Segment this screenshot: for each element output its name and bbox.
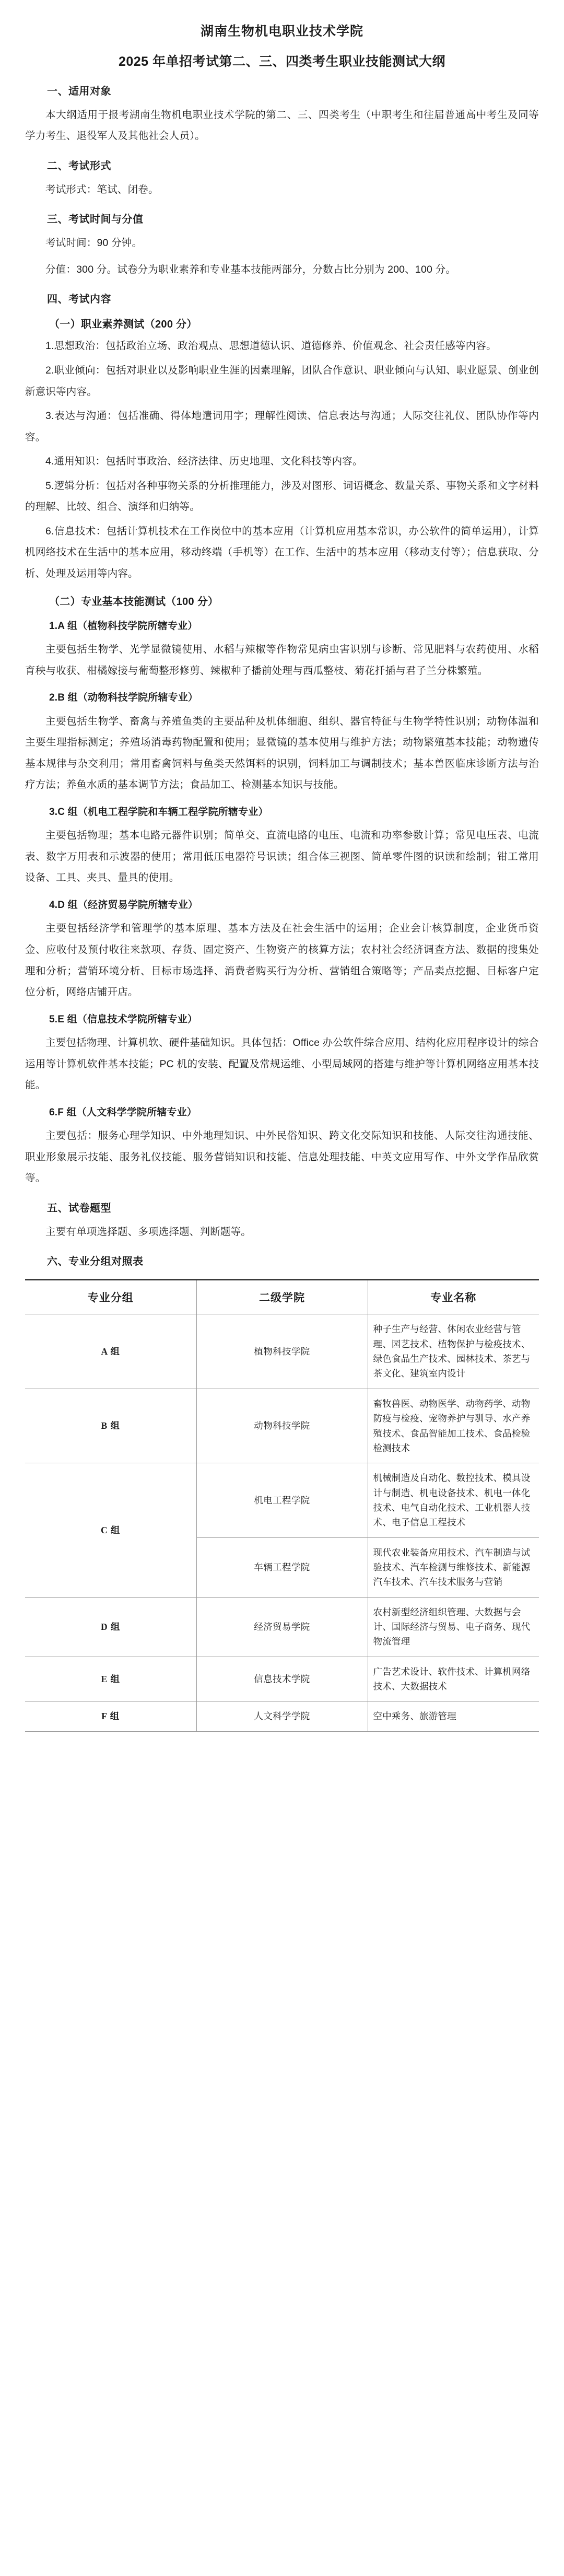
group-heading-f: 6.F 组（人文科学学院所辖专业）	[49, 1106, 197, 1118]
literacy-item-career-orientation: 2.职业倾向：包括对职业以及影响职业生涯的因素理解，团队合作意识、职业倾向与认知、职业愿景、创业创新意识等内容。	[25, 365, 539, 398]
section-1-paragraph: 本大纲适用于报考湖南生物机电职业技术学院的第二、三、四类考生（中职考生和往届普通高中考生及同等学力考生、退役军人及其他社会人员）。	[25, 109, 539, 142]
table-row	[25, 1463, 539, 1537]
section-heading-exam-format: 二、考试形式	[47, 160, 111, 172]
cell-group-f: F 组	[25, 1701, 196, 1731]
subsection-heading-professional-skills: （二）专业基本技能测试（100 分）	[49, 596, 219, 608]
group-heading-b: 2.B 组（动物科技学院所辖专业）	[49, 692, 198, 704]
table-row	[25, 1701, 539, 1731]
cell-college-c-2: 车辆工程学院	[196, 1537, 368, 1597]
table-header-majors: 专业名称	[368, 1280, 539, 1314]
section-3-paragraph-score: 分值：300 分。试卷分为职业素养和专业基本技能两部分，分数占比分别为 200、100 分。	[45, 263, 456, 275]
cell-group-d: D 组	[25, 1597, 196, 1657]
literacy-item-general-knowledge: 4.通用知识：包括时事政治、经济法律、历史地理、文化科技等内容。	[45, 456, 363, 468]
group-body-f: 主要包括：服务心理学知识、中外地理知识、中外民俗知识、跨文化交际知识和技能、人际交往沟通技能、职业形象展示技能、服务礼仪技能、服务营销知识和技能、信息处理技能、中英文应用写作、中外文学作品欣赏等。	[25, 1130, 539, 1184]
literacy-item-logical-analysis: 5.逻辑分析：包括对各种事物关系的分析推理能力，涉及对图形、词语概念、数量关系、事物关系和文字材料的理解、比较、组合、演绎和归纳等。	[25, 480, 539, 513]
literacy-item-expression-communication: 3.表达与沟通：包括准确、得体地遣词用字；理解性阅读、信息表达与沟通；人际交往礼仪、团队协作等内容。	[25, 410, 539, 443]
cell-college-a-1: 植物科技学院	[196, 1314, 368, 1389]
cell-majors-c-2: 现代农业装备应用技术、汽车制造与试验技术、汽车检测与维修技术、新能源汽车技术、汽车技术服务与营销	[368, 1537, 539, 1597]
table-body	[25, 1314, 539, 1731]
subsection-heading-vocational-literacy: （一）职业素养测试（200 分）	[49, 319, 197, 331]
table-row	[25, 1389, 539, 1463]
section-heading-major-group-table: 六、专业分组对照表	[47, 1256, 144, 1268]
table-header-college: 二级学院	[196, 1280, 368, 1314]
group-body-d: 主要包括经济学和管理学的基本原理、基本方法及在社会生活中的运用；企业会计核算制度，企业货币资金、应收付及预付收往来款项、存货、固定资产、生物资产的核算方法；农村社会经济调查方法、数据的搜集处理和分析；营销环境分析、目标市场选择、消费者购买行为分析、营销组合策略等；产品卖点挖掘、目标客户定位分析，网络店铺开店。	[25, 923, 539, 998]
major-group-table-wrapper	[25, 1279, 539, 1731]
section-heading-question-types: 五、试卷题型	[47, 1202, 111, 1214]
cell-group-e: E 组	[25, 1657, 196, 1701]
literacy-item-information-technology: 6.信息技术：包括计算机技术在工作岗位中的基本应用（计算机应用基本常识，办公软件的简单运用），计算机网络技术在生活中的基本应用，移动终端（手机等）在工作、生活中的基本应用（移动支付等）；信息获取、分析、处理及运用等内容。	[25, 525, 539, 579]
cell-college-d-1: 经济贸易学院	[196, 1597, 368, 1657]
group-heading-a: 1.A 组（植物科技学院所辖专业）	[49, 620, 198, 632]
cell-college-e-1: 信息技术学院	[196, 1657, 368, 1701]
section-5-paragraph: 主要有单项选择题、多项选择题、判断题等。	[45, 1226, 252, 1238]
table-row	[25, 1597, 539, 1657]
cell-college-f-1: 人文科学学院	[196, 1701, 368, 1731]
cell-majors-e-1: 广告艺术设计、软件技术、计算机网络技术、大数据技术	[368, 1657, 539, 1701]
cell-college-c-1: 机电工程学院	[196, 1463, 368, 1537]
cell-majors-b-1: 畜牧兽医、动物医学、动物药学、动物防疫与检疫、宠物养护与驯导、水产养殖技术、食品智能加工技术、食品检验检测技术	[368, 1389, 539, 1463]
table-header	[25, 1280, 539, 1314]
table-row	[25, 1657, 539, 1701]
group-heading-d: 4.D 组（经济贸易学院所辖专业）	[49, 899, 198, 911]
cell-majors-d-1: 农村新型经济组织管理、大数据与会计、国际经济与贸易、电子商务、现代物流管理	[368, 1597, 539, 1657]
major-group-table	[25, 1279, 539, 1731]
section-2-paragraph: 考试形式：笔试、闭卷。	[45, 183, 159, 195]
group-heading-c: 3.C 组（机电工程学院和车辆工程学院所辖专业）	[49, 806, 268, 818]
table-header-group: 专业分组	[25, 1280, 196, 1314]
group-body-b: 主要包括生物学、畜禽与养殖鱼类的主要品种及机体细胞、组织、器官特征与生物学特性识别；动物体温和主要生理指标测定；养殖场消毒药物配置和使用；显微镜的基本使用与维护方法；动物繁殖基本技能；动物遗传基本规律与杂交利用；常用畜禽饲料与鱼类天然饵料的识别，饲料加工与调制技术；基本兽医临床诊断方法与治疗方法；养鱼水质的基本调节方法；食品加工、检测基本知识与技能。	[25, 715, 539, 791]
cell-majors-a-1: 种子生产与经营、休闲农业经营与管理、园艺技术、植物保护与检疫技术、绿色食品生产技术、园林技术、茶艺与茶文化、建筑室内设计	[368, 1314, 539, 1389]
cell-group-a: A 组	[25, 1314, 196, 1389]
institution-title: 湖南生物机电职业技术学院	[200, 24, 363, 39]
group-body-e: 主要包括物理、计算机软、硬件基础知识。具体包括：Office 办公软件综合应用、结构化应用程序设计的综合运用等计算机软件基本技能；PC 机的安装、配置及常规运维、小型局域网的搭建与维护等计算机网络应用基本技能。	[25, 1037, 539, 1091]
table-row	[25, 1314, 539, 1389]
group-body-c: 主要包括物理；基本电路元器件识别；简单交、直流电路的电压、电流和功率参数计算；常见电压表、电流表、数字万用表和示波器的使用；常用低压电器符号识读；组合体三视图、简单零件图的识读和绘制；钳工常用设备、工具、夹具、量具的使用。	[25, 830, 539, 884]
cell-majors-f-1: 空中乘务、旅游管理	[368, 1701, 539, 1731]
cell-majors-c-1: 机械制造及自动化、数控技术、模具设计与制造、机电设备技术、机电一体化技术、电气自动化技术、工业机器人技术、电子信息工程技术	[368, 1463, 539, 1537]
cell-college-b-1: 动物科技学院	[196, 1389, 368, 1463]
section-heading-applicable-candidates: 一、适用对象	[47, 85, 111, 97]
group-body-a: 主要包括生物学、光学显微镜使用、水稻与辣椒等作物常见病虫害识别与诊断、常见肥料与农药使用、水稻育秧与收获、柑橘嫁接与葡萄整形修剪、辣椒种子播前处理与西瓜整枝、菊花扦插与君子兰分株繁殖。	[25, 644, 539, 677]
section-3-paragraph-time: 考试时间：90 分钟。	[45, 237, 143, 249]
table-header-row	[25, 1280, 539, 1314]
cell-group-c: C 组	[25, 1463, 196, 1597]
outline-title: 2025 年单招考试第二、三、四类考生职业技能测试大纲	[118, 54, 446, 69]
section-heading-exam-content: 四、考试内容	[47, 294, 111, 306]
group-heading-e: 5.E 组（信息技术学院所辖专业）	[49, 1013, 198, 1025]
section-heading-exam-time-score: 三、考试时间与分值	[47, 214, 144, 226]
literacy-item-ideology: 1.思想政治：包括政治立场、政治观点、思想道德认识、道德修养、价值观念、社会责任感等内容。	[45, 340, 497, 352]
cell-group-b: B 组	[25, 1389, 196, 1463]
